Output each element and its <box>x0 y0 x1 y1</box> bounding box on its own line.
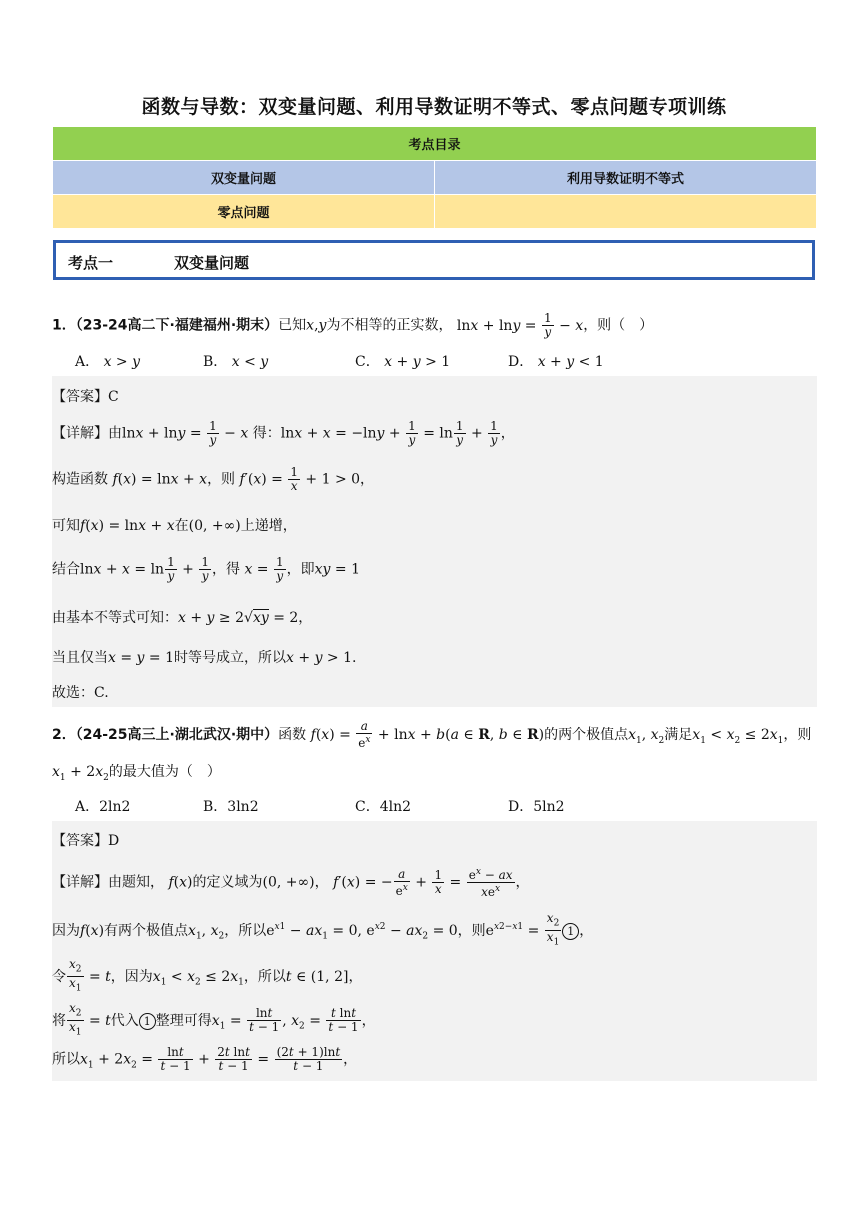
section-header <box>53 240 815 280</box>
q1-detail-line7: 故选：C. <box>52 685 109 701</box>
q1-detail-line1: 【详解】由lnx + lny = $\frac{1}{y}$ − x 得：lnx + x = −lny + $\frac{1}{y}$ = ln $\frac{1}{y}$ + $\frac{1}{y}$ ， <box>52 419 515 447</box>
toc-item-zeros[interactable]: 零点问题 <box>53 195 435 229</box>
q2-detail-line4: 将 $\frac{x_2}{x_1}$ = t代入 1 整理可得$x_1$ = $\frac{\ln t}{t - 1}$ , $x_2$ = $\frac{\text{t lnt}}{t - 1}$ ， <box>52 1001 376 1038</box>
toc-item-bivariate[interactable]: 双变量问题 <box>53 161 435 195</box>
section-number: 考点一 <box>68 254 114 272</box>
q1-option-c[interactable]: C． x + y > 1 <box>355 354 451 370</box>
q1-detail-line3: 可知f(x) = lnx + x在(0, +∞)上递增， <box>52 518 297 534</box>
q2-stem-line2: $x_1 + 2x_2$的最大值为（ ） <box>52 764 221 783</box>
q1-option-b[interactable]: B． x < y <box>203 354 269 370</box>
document-title: 函数与导数：双变量问题、利用导数证明不等式、零点问题专项训练 <box>141 96 727 118</box>
q2-detail-line2: 因为f(x)有两个极值点$x_1$, $x_2$，所以$e^{x1} - ax_1 = 0$, $e^{x2} - ax_2 = 0$，则$e^{x2-x1}$ = $\frac{x_2}{x_1}$ 1 ， <box>52 911 594 948</box>
q2-option-a[interactable]: A．2ln2 <box>75 799 131 815</box>
q2-stem-line1: 2．（24-25高三上·湖北武汉·期中）函数 f(x) = $\frac{a}{e^x}$ + lnx + b(a ∈ R, b ∈ R)的两个极值点$x_1$, $x_2$满足$x_1 < x_2 \le 2x_1$，则 <box>52 719 812 750</box>
toc-table <box>52 126 817 229</box>
q1-answer: 【答案】C <box>52 389 119 405</box>
q2-detail-line1: 【详解】由题知， f(x)的定义域为(0, +∞)， f′(x) = − $\frac{a}{e^x}$ + $\frac{1}{x}$ = $\frac{e^x - ax}{xe^x}$ ， <box>52 866 530 899</box>
q1-detail-line2: 构造函数 f(x) = lnx + x，则 f′(x) = $\frac{1}{x}$ + 1 > 0， <box>52 465 375 493</box>
toc-header: 考点目录 <box>53 127 817 161</box>
q1-detail-line5: 由基本不等式可知：x + y ≥ 2√xy = 2， <box>52 610 313 626</box>
q1-stem: 1．（23-24高二下·福建福州·期末）已知x,y为不相等的正实数， lnx + lny = $\frac{1}{y}$ − x，则（ ） <box>52 311 654 339</box>
q2-option-b[interactable]: B．3ln2 <box>203 799 259 815</box>
toc-empty-cell <box>435 195 817 229</box>
q2-solution-panel <box>52 821 817 1081</box>
toc-item-inequality[interactable]: 利用导数证明不等式 <box>435 161 817 195</box>
q2-answer: 【答案】D <box>52 833 120 849</box>
q1-option-a[interactable]: A． x > y <box>75 354 141 370</box>
q2-option-c[interactable]: C．4ln2 <box>355 799 412 815</box>
q2-detail-line3: 令 $\frac{x_2}{x_1}$ = t，因为$x_1 < x_2 \le 2x_1$，所以t ∈ (1, 2]， <box>52 957 363 994</box>
q1-option-d[interactable]: D． x + y < 1 <box>508 354 604 370</box>
q1-detail-line6: 当且仅当x = y = 1时等号成立，所以x + y > 1. <box>52 650 357 666</box>
q1-detail-line4: 结合lnx + x = ln $\frac{1}{y}$ + $\frac{1}{y}$ ，得 x = $\frac{1}{y}$ ，即xy = 1 <box>52 555 360 583</box>
section-name: 双变量问题 <box>174 254 250 272</box>
q2-detail-line5: 所以$x_1 + 2x_2$ = $\frac{\ln t}{t - 1}$ + $\frac{\text{2t lnt}}{t - 1}$ = $\frac{(2t + 1)\ln t}{t - 1}$ ， <box>52 1045 358 1073</box>
q2-option-d[interactable]: D．5ln2 <box>508 799 565 815</box>
